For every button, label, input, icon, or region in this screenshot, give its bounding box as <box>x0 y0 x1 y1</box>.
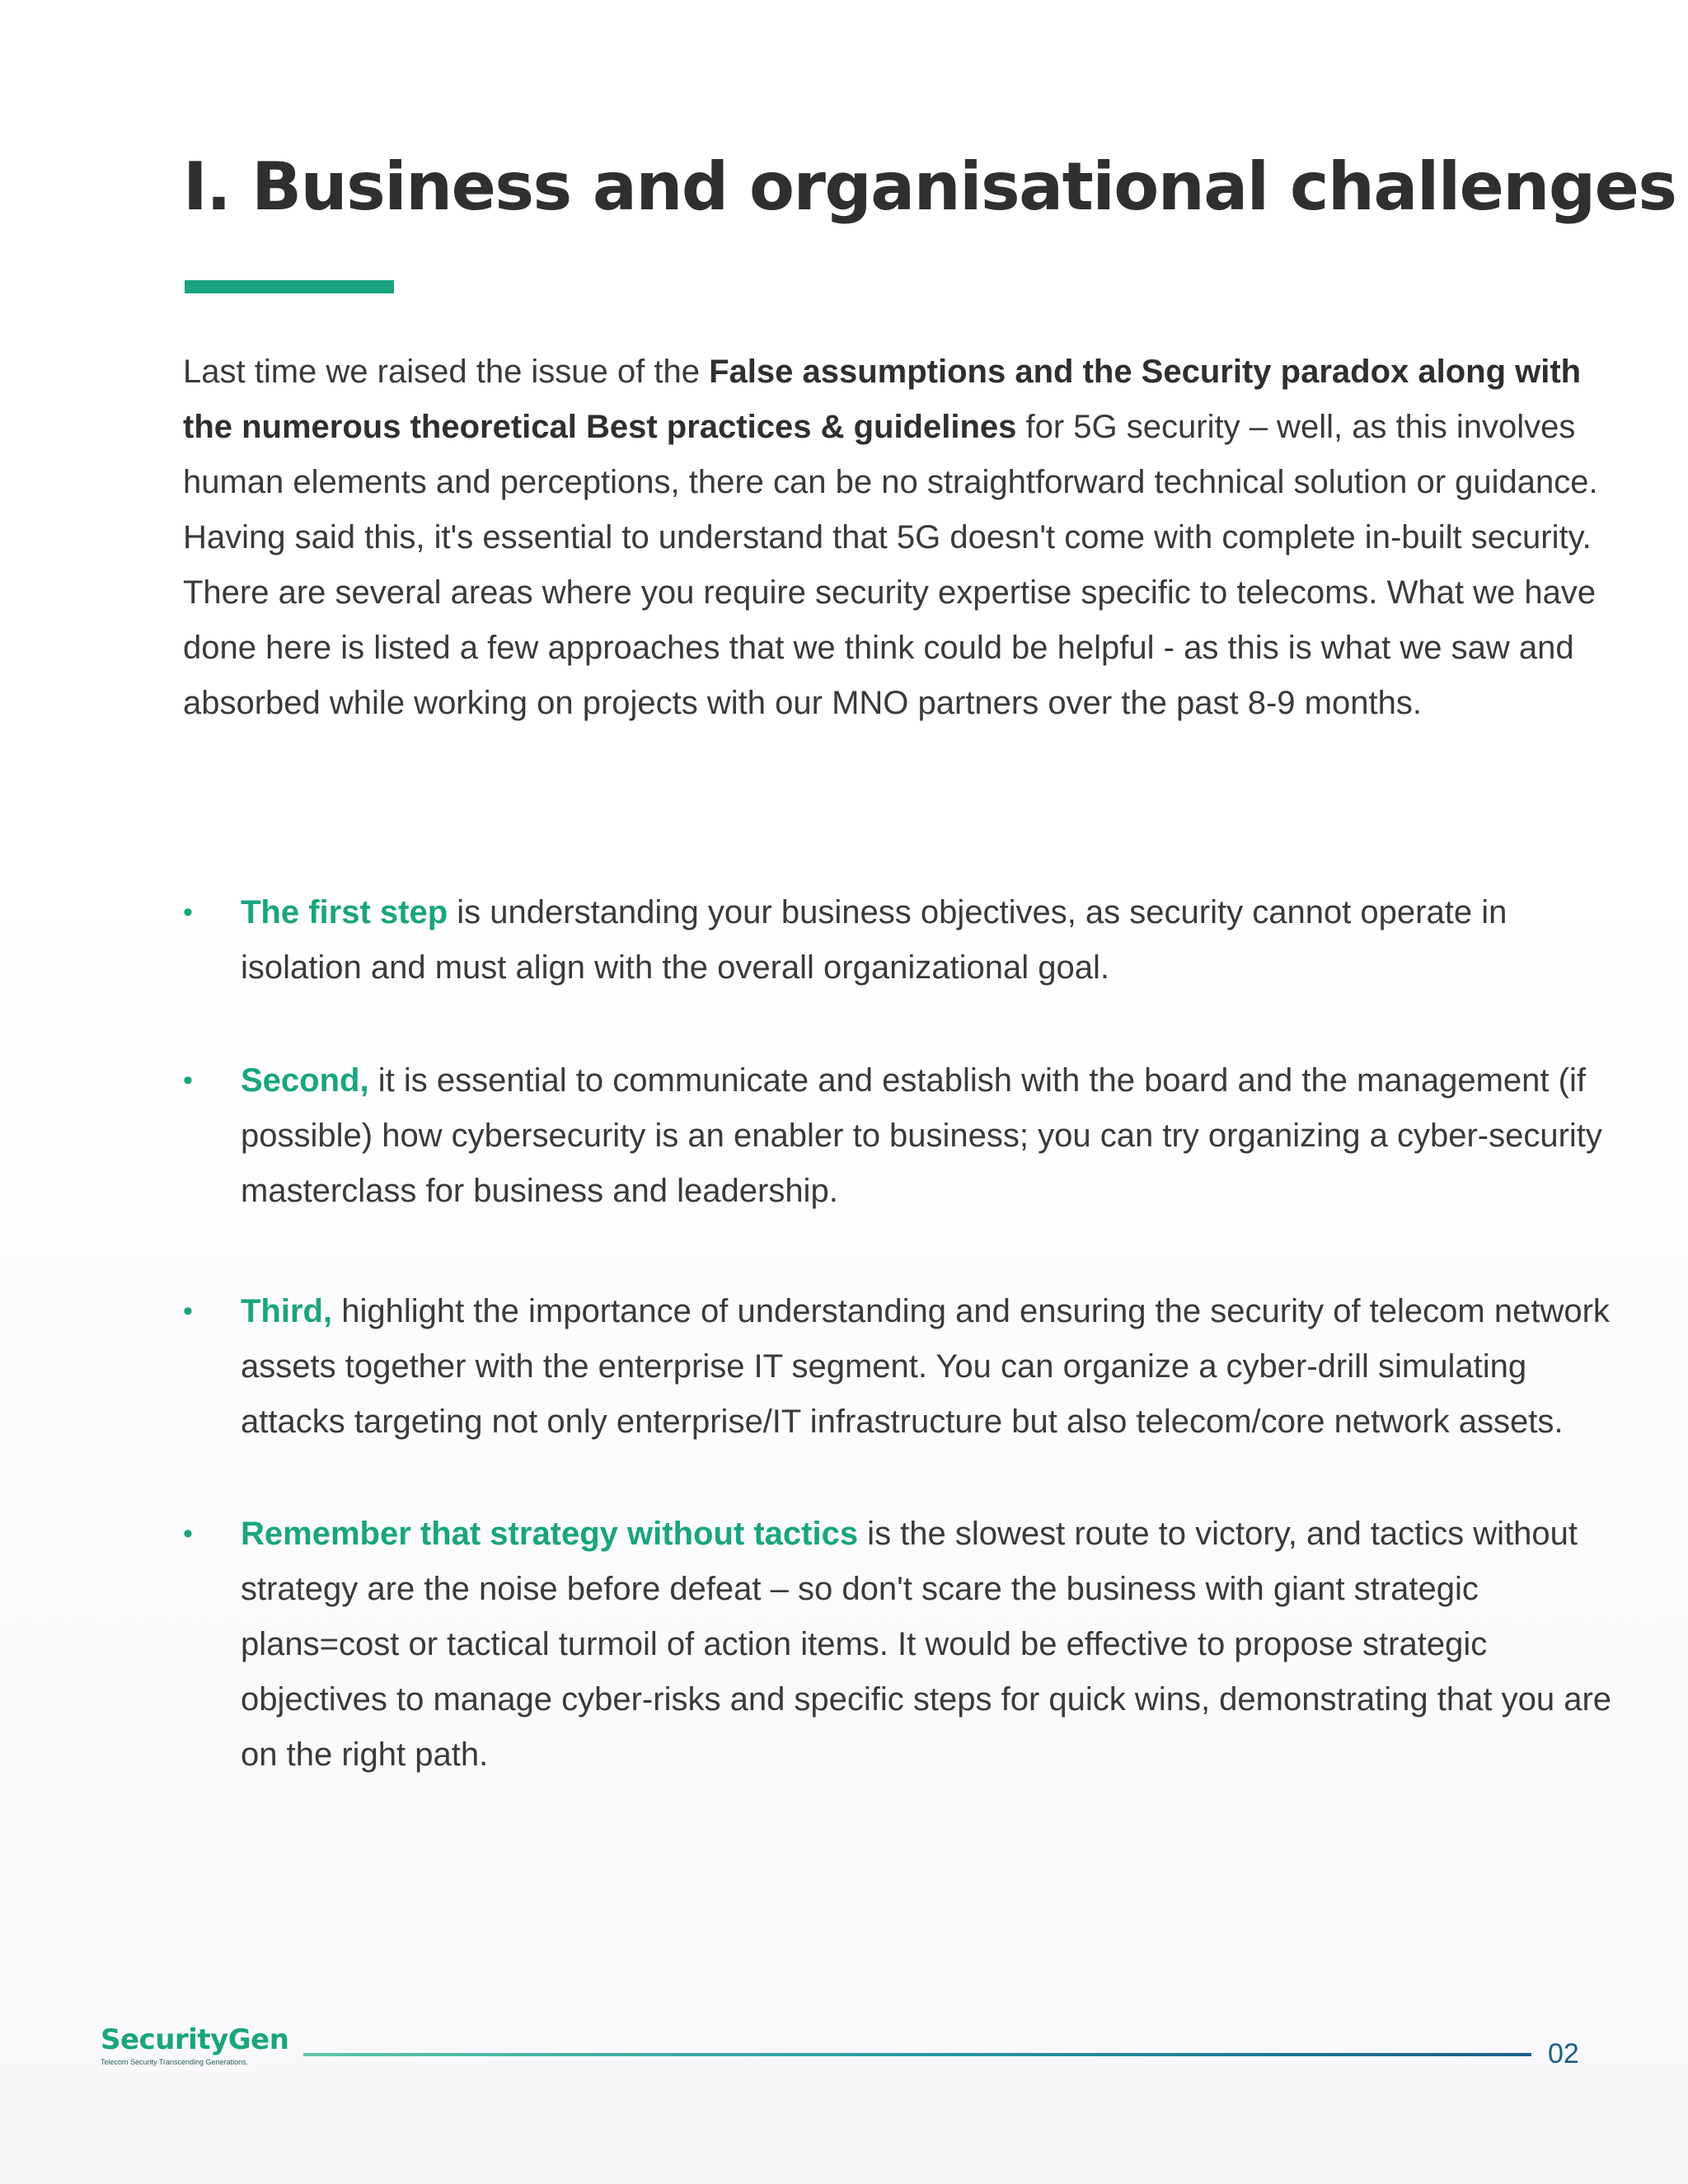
bullet-dot-icon: • <box>183 1065 193 1096</box>
list-item <box>183 1284 1617 1450</box>
list-item-lead: Remember that strategy without tactics <box>241 1516 859 1552</box>
page-number: 02 <box>1548 2038 1579 2069</box>
list-item <box>183 1053 1617 1219</box>
list-item-lead: The first step <box>241 894 448 930</box>
page-title <box>183 148 1676 225</box>
list-item-text: is understanding your business objectives, as security cannot operate in isolation and must align with the overall organizational goal. <box>241 894 1507 986</box>
title-underline <box>185 280 394 293</box>
list-item-text: it is essential to communicate and establish with the board and the management (if possible) how cybersecurity is an enabler to business; you can try organizing a cyber-security masterclass for business and leadership. <box>241 1062 1602 1209</box>
approaches-list <box>183 885 1617 1783</box>
bullet-dot-icon: • <box>183 1518 193 1549</box>
list-item-lead: Second, <box>241 1062 369 1099</box>
logo-wordmark: SecurityGen <box>101 2023 289 2056</box>
intro-paragraph <box>183 344 1601 731</box>
footer-divider <box>303 2053 1531 2056</box>
list-item-text: highlight the importance of understanding and ensuring the security of telecom network assets together with the enterprise IT segment. You can organize a cyber-drill simulating attacks targeting not only enterprise/IT infrastructure but also telecom/core network assets. <box>241 1293 1610 1440</box>
intro-bold-text: False assumptions and the Security paradox along with the numerous theoretical Best practices & guidelines <box>183 354 1582 445</box>
list-item <box>183 1507 1617 1783</box>
section-number: I. <box>183 148 231 225</box>
logo-tagline: Telecom Security Transcending Generations. <box>101 2058 249 2066</box>
list-item-lead: Third, <box>241 1293 333 1329</box>
bullet-dot-icon: • <box>183 1296 193 1327</box>
list-item <box>183 885 1617 996</box>
intro-text-end: for 5G security – well, as this involves human elements and perceptions, there can be no straightforward technical solution or guidance. Having said this, it's essential to understand that 5G doesn't come with complete in-built security. There are several areas where you require security expertise specific to telecoms. What we have done here is listed a few approaches that we think could be helpful - as this is what we saw and absorbed while working on projects with our MNO partners over the past 8-9 months. <box>183 409 1598 721</box>
bullet-dot-icon: • <box>183 897 193 928</box>
list-item-text: is the slowest route to victory, and tactics without strategy are the noise before defeat – so don't scare the business with giant strategic plans=cost or tactical turmoil of action items. It would be effective to propose strategic objectives to manage cyber-risks and specific steps for quick wins, demonstrating that you are on the right path. <box>241 1516 1612 1773</box>
section-title: Business and organisational challenges <box>251 148 1676 225</box>
securitygen-logo <box>101 2023 290 2066</box>
intro-text-start: Last time we raised the issue of the <box>183 354 710 390</box>
